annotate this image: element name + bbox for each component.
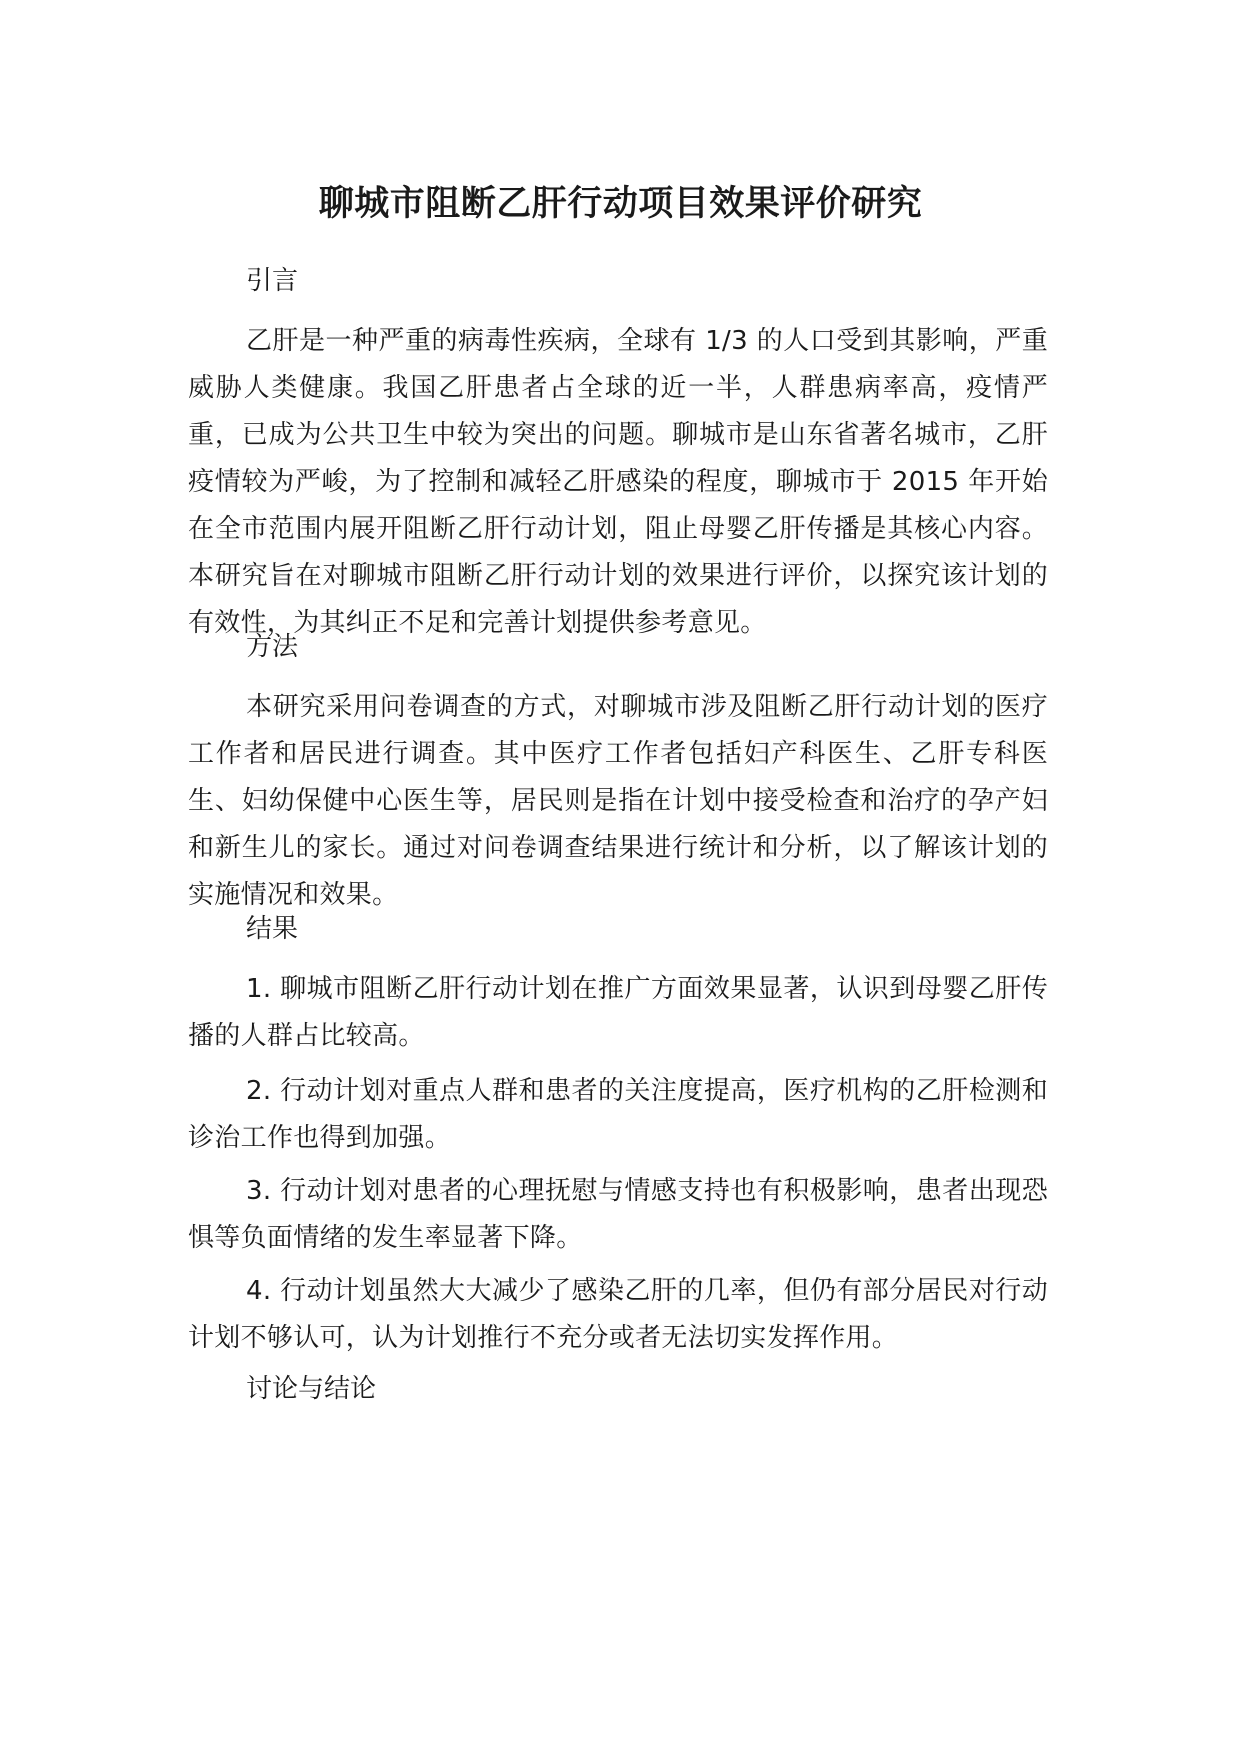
section-heading-results: 结果 [246, 914, 299, 944]
result-item-2: 2. 行动计划对重点人群和患者的关注度提高，医疗机构的乙肝检测和诊治工作也得到加强。 [188, 1076, 1048, 1153]
section-heading-method: 方法 [246, 632, 299, 662]
paragraph-intro: 乙肝是一种严重的病毒性疾病，全球有 1/3 的人口受到其影响，严重威胁人类健康。我国乙肝患者占全球的近一半，人群患病率高，疫情严重，已成为公共卫生中较为突出的问题。聊城市是山东省著名城市，乙肝疫情较为严峻，为了控制和减轻乙肝感染的程度，聊城市于 2015 年开始在全市范围内展开阻断乙肝行动计划，阻止母婴乙肝传播是其核心内容。本研究旨在对聊城市阻断乙肝行动计划的效果进行评价，以探究该计划的有效性，为其纠正不足和完善计划提供参考意见。 [188, 326, 1048, 638]
section-heading-discussion: 讨论与结论 [246, 1374, 377, 1404]
paragraph-method: 本研究采用问卷调查的方式，对聊城市涉及阻断乙肝行动计划的医疗工作者和居民进行调查。其中医疗工作者包括妇产科医生、乙肝专科医生、妇幼保健中心医生等，居民则是指在计划中接受检查和治疗的孕产妇和新生儿的家长。通过对问卷调查结果进行统计和分析，以了解该计划的实施情况和效果。 [188, 692, 1048, 910]
result-item-3: 3. 行动计划对患者的心理抚慰与情感支持也有积极影响，患者出现恐惧等负面情绪的发生率显著下降。 [188, 1176, 1048, 1253]
section-heading-intro: 引言 [246, 266, 299, 296]
result-item-4: 4. 行动计划虽然大大减少了感染乙肝的几率，但仍有部分居民对行动计划不够认可，认为计划推行不充分或者无法切实发挥作用。 [188, 1276, 1048, 1353]
result-item-1: 1. 聊城市阻断乙肝行动计划在推广方面效果显著，认识到母婴乙肝传播的人群占比较高。 [188, 974, 1048, 1051]
document-title: 聊城市阻断乙肝行动项目效果评价研究 [318, 184, 923, 224]
